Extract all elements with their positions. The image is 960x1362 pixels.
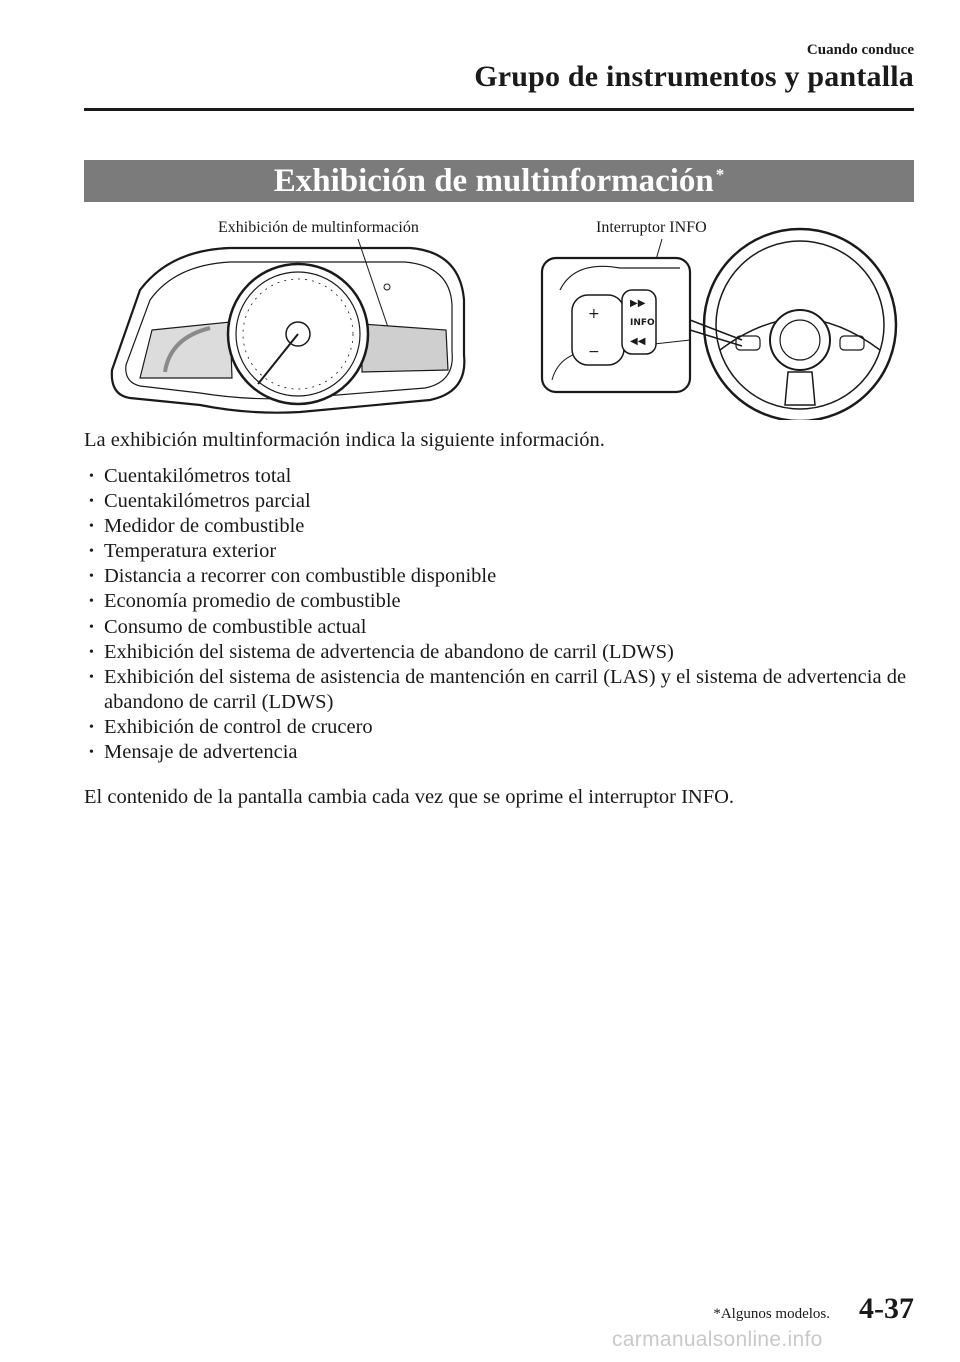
instrument-cluster-figure (0, 0, 960, 420)
steering-wheel (704, 229, 896, 420)
page-number: 4-37 (859, 1292, 914, 1325)
section-title: Exhibición de multinformación (273, 162, 714, 199)
svg-text:◀◀: ◀◀ (630, 336, 646, 347)
list-item: • Economía promedio de combustible (89, 589, 909, 614)
list-item: • Cuentakilómetros total (89, 464, 909, 489)
instrument-cluster (112, 248, 465, 413)
callout-info-switch: Interruptor INFO (596, 219, 707, 236)
watermark: carmanualsonline.info (612, 1328, 823, 1351)
list-item: • Exhibición del sistema de asistencia de mantención en carril (LAS) y el sistema de advertencia de abandono de carril (LDWS) (89, 665, 909, 715)
steering-switch-detail (542, 258, 742, 392)
closing-paragraph: El contenido de la pantalla cambia cada vez que se oprime el interruptor INFO. (84, 786, 735, 808)
list-item: • Exhibición del sistema de advertencia de abandono de carril (LDWS) (89, 640, 909, 665)
callout-multinfo-display: Exhibición de multinformación (218, 219, 419, 236)
page-title: Grupo de instrumentos y pantalla (474, 60, 914, 93)
svg-text:−: − (588, 344, 600, 360)
footnote: *Algunos modelos. (713, 1306, 830, 1322)
list-item: • Consumo de combustible actual (89, 615, 909, 640)
list-item: • Medidor de combustible (89, 514, 909, 539)
info-switch-label: INFO (630, 318, 655, 328)
list-item: • Mensaje de advertencia (89, 740, 909, 765)
list-item: • Distancia a recorrer con combustible disponible (89, 564, 909, 589)
header-section: Cuando conduce (806, 42, 914, 58)
intro-paragraph: La exhibición multinformación indica la siguiente información. (84, 429, 605, 451)
svg-text:▶▶: ▶▶ (630, 298, 646, 309)
list-item: • Cuentakilómetros parcial (89, 489, 909, 514)
list-item: • Exhibición de control de crucero (89, 715, 909, 740)
list-item: • Temperatura exterior (89, 539, 909, 564)
optional-marker: * (715, 165, 725, 184)
svg-text:+: + (588, 306, 600, 322)
info-list (89, 464, 909, 765)
